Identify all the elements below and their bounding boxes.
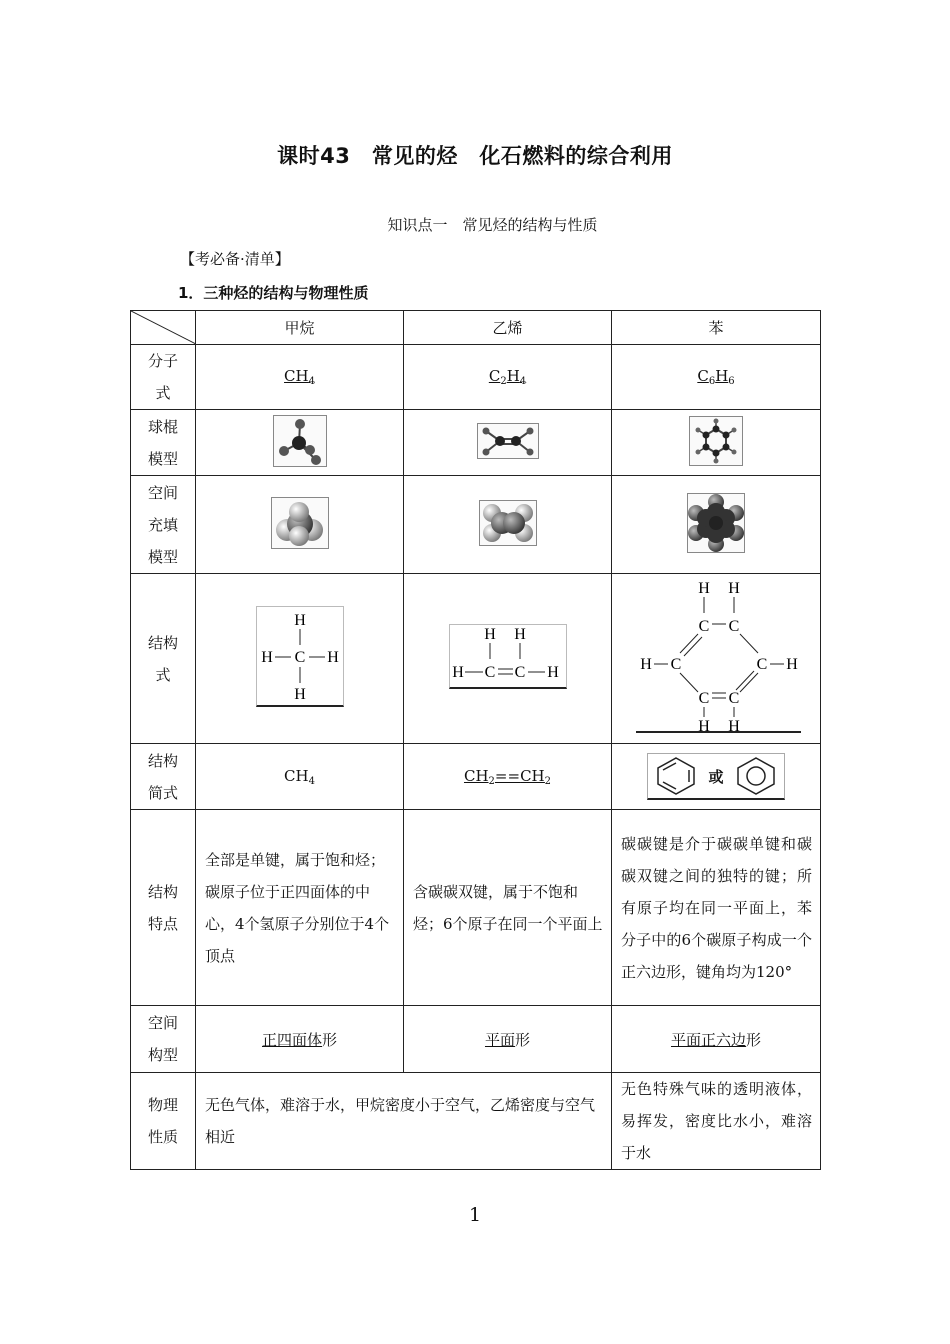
structural-methane (196, 574, 404, 744)
row-physical (131, 1073, 821, 1170)
aromatic-benzene-icon (734, 756, 778, 796)
col-header-methane: 甲烷 (196, 311, 404, 345)
structural-benzene (612, 574, 821, 744)
diagonal-header-cell (131, 311, 196, 345)
ethylene-space-fill-image (479, 500, 537, 546)
svg-text:H: H (698, 717, 710, 735)
svg-text:C: C (698, 689, 710, 707)
section-subtitle: 知识点一 常见烃的结构与性质 (387, 216, 598, 234)
svg-text:H: H (786, 655, 798, 673)
checklist-note: 【考必备·清单】 (180, 250, 290, 268)
svg-text:C: C (514, 664, 525, 681)
svg-text:C: C (484, 664, 495, 681)
features-ethylene: 含碳碳双键，属于不饱和烃；6个原子在同一个平面上 (404, 810, 612, 1006)
row-label-shape: 空间 构型 (131, 1006, 196, 1073)
row-simplified (131, 744, 821, 810)
svg-text:H: H (513, 626, 526, 643)
svg-text:C: C (728, 689, 740, 707)
methane-structural-formula (256, 606, 344, 707)
svg-text:C: C (294, 649, 305, 666)
methane-ball-stick-image (273, 415, 327, 467)
benzene-structural-formula (626, 577, 806, 737)
col-header-benzene: 苯 (612, 311, 821, 345)
or-label: 或 (708, 767, 724, 786)
ball-stick-benzene (612, 410, 821, 476)
methane-space-fill-image (271, 497, 329, 549)
ball-stick-methane (196, 410, 404, 476)
benzene-space-fill-image (687, 493, 745, 553)
row-formula (131, 345, 821, 410)
col-header-ethylene: 乙烯 (404, 311, 612, 345)
space-fill-benzene (612, 476, 821, 574)
row-label-simplified: 结构 简式 (131, 744, 196, 810)
shape-methane: 正四面体形 (196, 1006, 404, 1073)
simplified-ethylene: $CH_2==CH_2$ (404, 744, 612, 810)
benzene-simplified-box (647, 753, 784, 800)
svg-text:H: H (260, 649, 273, 666)
svg-text:C: C (698, 617, 710, 635)
diagonal-line (131, 311, 196, 344)
formula-ethylene: $C_2H_4$ (404, 345, 612, 410)
header-row (131, 311, 821, 345)
svg-text:H: H (483, 626, 496, 643)
svg-text:C: C (670, 655, 682, 673)
row-label-formula: 分子 式 (131, 345, 196, 410)
row-label-space-fill: 空间 充填 模型 (131, 476, 196, 574)
ethylene-ball-stick-image (477, 423, 539, 459)
physical-benzene: 无色特殊气味的透明液体，易挥发，密度比水小，难溶于水 (612, 1073, 821, 1170)
svg-text:H: H (293, 686, 306, 703)
page-number: 1 (468, 1204, 482, 1226)
row-ball-stick (131, 410, 821, 476)
shape-ethylene: 平面形 (404, 1006, 612, 1073)
svg-text:H: H (326, 649, 339, 666)
hydrocarbon-table (130, 310, 821, 1170)
svg-text:C: C (728, 617, 740, 635)
ball-stick-ethylene (404, 410, 612, 476)
ethylene-structural-formula (449, 624, 567, 689)
features-methane: 全部是单键，属于饱和烃；碳原子位于正四面体的中心，4个氢原子分别位于4个顶点 (196, 810, 404, 1006)
svg-text:H: H (728, 579, 740, 597)
shape-benzene: 平面正六边形 (612, 1006, 821, 1073)
svg-text:H: H (698, 579, 710, 597)
svg-text:H: H (293, 612, 306, 629)
svg-text:H: H (451, 664, 464, 681)
simplified-methane: $CH_4$ (196, 744, 404, 810)
kekule-benzene-icon (654, 756, 698, 796)
space-fill-ethylene (404, 476, 612, 574)
row-label-features: 结构 特点 (131, 810, 196, 1006)
row-features (131, 810, 821, 1006)
svg-text:H: H (640, 655, 652, 673)
svg-text:C: C (756, 655, 768, 673)
row-shape (131, 1006, 821, 1073)
structural-ethylene (404, 574, 612, 744)
svg-text:H: H (728, 717, 740, 735)
row-structural (131, 574, 821, 744)
table-heading: 1．三种烃的结构与物理性质 (178, 284, 369, 302)
formula-benzene: $C_6H_6$ (612, 345, 821, 410)
features-benzene: 碳碳键是介于碳碳单键和碳碳双键之间的独特的键；所有原子均在同一平面上，苯分子中的6个碳原子构成一个正六边形，键角均为120° (612, 810, 821, 1006)
row-space-fill (131, 476, 821, 574)
simplified-benzene (612, 744, 821, 810)
row-label-ball-stick: 球棍 模型 (131, 410, 196, 476)
row-label-structural: 结构 式 (131, 574, 196, 744)
physical-methane-ethylene: 无色气体，难溶于水，甲烷密度小于空气，乙烯密度与空气相近 (196, 1073, 612, 1170)
page-title: 课时43 常见的烃 化石燃料的综合利用 (277, 144, 673, 168)
benzene-ball-stick-image (689, 416, 743, 466)
svg-text:H: H (546, 664, 559, 681)
space-fill-methane (196, 476, 404, 574)
row-label-physical: 物理 性质 (131, 1073, 196, 1170)
formula-methane: $CH_4$ (196, 345, 404, 410)
